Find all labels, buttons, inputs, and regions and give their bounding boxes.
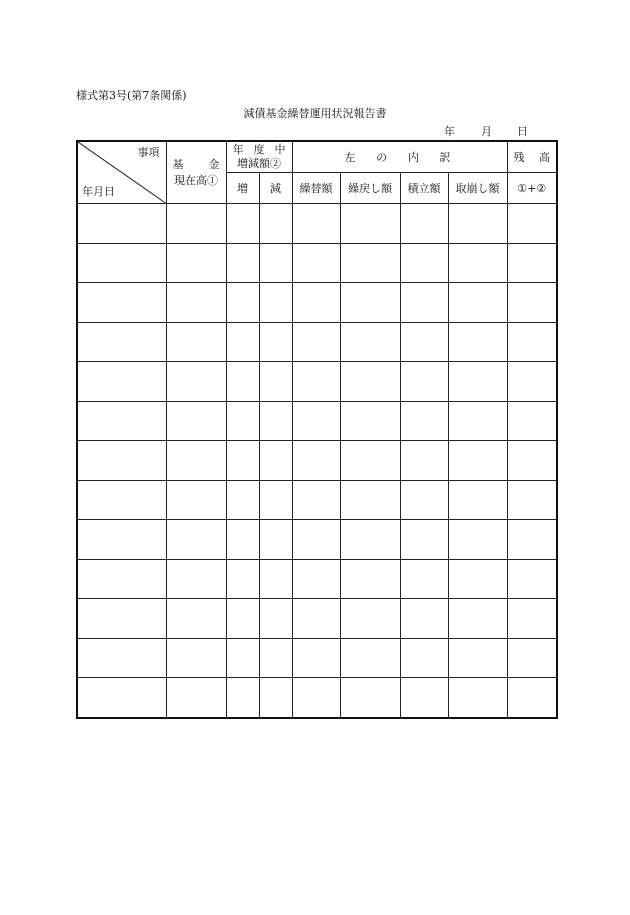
corner-diagonal-cell	[77, 141, 166, 204]
balance-label-a: 残	[513, 151, 525, 164]
cell-return[interactable]	[340, 638, 400, 678]
cell-fund-balance[interactable]	[166, 243, 226, 283]
header-transfer-amount: 繰替額	[292, 173, 340, 204]
cell-increase[interactable]	[226, 362, 259, 402]
header-increase: 増	[226, 173, 259, 204]
cell-withdrawal[interactable]	[448, 638, 507, 678]
cell-withdrawal[interactable]	[448, 322, 507, 362]
cell-balance[interactable]	[507, 204, 557, 244]
change-amount-label: 増減額②	[237, 157, 281, 170]
cell-fund-balance[interactable]	[166, 283, 226, 323]
cell-return[interactable]	[340, 322, 400, 362]
cell-withdrawal[interactable]	[448, 362, 507, 402]
table-row	[77, 480, 557, 520]
cell-balance[interactable]	[507, 441, 557, 481]
cell-reserve[interactable]	[400, 520, 448, 560]
fund-label-b: 金	[208, 157, 220, 171]
cell-return[interactable]	[340, 362, 400, 402]
cell-date[interactable]	[77, 322, 166, 362]
cell-transfer[interactable]	[292, 204, 340, 244]
cell-transfer[interactable]	[292, 441, 340, 481]
table-row	[77, 520, 557, 560]
cell-withdrawal[interactable]	[448, 520, 507, 560]
breakdown-char-c: 内	[407, 151, 419, 164]
date-month-label: 月	[481, 125, 492, 138]
cell-increase[interactable]	[226, 441, 259, 481]
header-fund-balance	[166, 141, 226, 204]
cell-return[interactable]	[340, 243, 400, 283]
cell-balance[interactable]	[507, 480, 557, 520]
cell-reserve[interactable]	[400, 638, 448, 678]
date-year-label: 年	[444, 125, 455, 138]
cell-decrease[interactable]	[259, 283, 292, 323]
date-day-label: 日	[517, 125, 528, 138]
cell-balance[interactable]	[507, 638, 557, 678]
cell-balance[interactable]	[507, 322, 557, 362]
cell-return[interactable]	[340, 283, 400, 323]
cell-return[interactable]	[340, 520, 400, 560]
cell-balance[interactable]	[507, 559, 557, 599]
table-row	[77, 362, 557, 402]
cell-increase[interactable]	[226, 480, 259, 520]
cell-increase[interactable]	[226, 322, 259, 362]
breakdown-char-a: 左	[344, 151, 356, 164]
cell-balance[interactable]	[507, 362, 557, 402]
cell-date[interactable]	[77, 599, 166, 639]
table-row	[77, 638, 557, 678]
cell-increase[interactable]	[226, 243, 259, 283]
breakdown-char-b: の	[376, 151, 388, 164]
cell-date[interactable]	[77, 559, 166, 599]
table-row	[77, 283, 557, 323]
cell-return[interactable]	[340, 441, 400, 481]
cell-return[interactable]	[340, 480, 400, 520]
cell-increase[interactable]	[226, 638, 259, 678]
table-row	[77, 243, 557, 283]
report-date-line	[440, 123, 530, 137]
cell-reserve[interactable]	[400, 243, 448, 283]
header-reserve-amount: 積立額	[400, 173, 448, 204]
document-title: 減債基金繰替運用状況報告書	[243, 107, 387, 120]
cell-increase[interactable]	[226, 599, 259, 639]
cell-date[interactable]	[77, 283, 166, 323]
cell-fund-balance[interactable]	[166, 599, 226, 639]
fund-label-a: 基	[172, 157, 184, 171]
report-table	[76, 140, 558, 719]
cell-fund-balance[interactable]	[166, 401, 226, 441]
cell-fund-balance[interactable]	[166, 480, 226, 520]
cell-reserve[interactable]	[400, 322, 448, 362]
cell-date[interactable]	[77, 480, 166, 520]
cell-increase[interactable]	[226, 204, 259, 244]
cell-balance[interactable]	[507, 283, 557, 323]
cell-reserve[interactable]	[400, 204, 448, 244]
cell-reserve[interactable]	[400, 401, 448, 441]
cell-transfer[interactable]	[292, 520, 340, 560]
breakdown-char-d: 訳	[439, 151, 451, 164]
cell-decrease[interactable]	[259, 401, 292, 441]
cell-decrease[interactable]	[259, 243, 292, 283]
cell-decrease[interactable]	[259, 322, 292, 362]
cell-increase[interactable]	[226, 678, 259, 718]
cell-fund-balance[interactable]	[166, 322, 226, 362]
cell-decrease[interactable]	[259, 520, 292, 560]
cell-withdrawal[interactable]	[448, 204, 507, 244]
header-decrease: 減	[259, 173, 292, 204]
cell-fund-balance[interactable]	[166, 520, 226, 560]
cell-transfer[interactable]	[292, 322, 340, 362]
cell-withdrawal[interactable]	[448, 599, 507, 639]
cell-transfer[interactable]	[292, 401, 340, 441]
cell-decrease[interactable]	[259, 441, 292, 481]
cell-reserve[interactable]	[400, 441, 448, 481]
cell-date[interactable]	[77, 520, 166, 560]
cell-increase[interactable]	[226, 520, 259, 560]
cell-fund-balance[interactable]	[166, 441, 226, 481]
cell-decrease[interactable]	[259, 480, 292, 520]
change-label-c: 中	[274, 143, 286, 156]
cell-reserve[interactable]	[400, 480, 448, 520]
cell-increase[interactable]	[226, 559, 259, 599]
table-row	[77, 441, 557, 481]
cell-date[interactable]	[77, 678, 166, 718]
cell-date[interactable]	[77, 638, 166, 678]
form-number-label: 様式第3号(第7条関係)	[76, 89, 187, 102]
cell-decrease[interactable]	[259, 678, 292, 718]
cell-decrease[interactable]	[259, 362, 292, 402]
header-breakdown	[292, 141, 507, 173]
change-label-b: 度	[253, 143, 265, 156]
cell-transfer[interactable]	[292, 243, 340, 283]
cell-fund-balance[interactable]	[166, 362, 226, 402]
cell-balance[interactable]	[507, 243, 557, 283]
header-withdrawal-amount: 取崩し額	[448, 173, 507, 204]
cell-return[interactable]	[340, 559, 400, 599]
cell-date[interactable]	[77, 441, 166, 481]
cell-withdrawal[interactable]	[448, 283, 507, 323]
cell-decrease[interactable]	[259, 638, 292, 678]
cell-return[interactable]	[340, 401, 400, 441]
cell-fund-balance[interactable]	[166, 559, 226, 599]
header-change-in-year	[226, 141, 292, 173]
cell-fund-balance[interactable]	[166, 678, 226, 718]
cell-withdrawal[interactable]	[448, 243, 507, 283]
cell-balance[interactable]	[507, 520, 557, 560]
table-row	[77, 401, 557, 441]
cell-reserve[interactable]	[400, 283, 448, 323]
cell-withdrawal[interactable]	[448, 559, 507, 599]
cell-withdrawal[interactable]	[448, 401, 507, 441]
cell-balance[interactable]	[507, 401, 557, 441]
corner-date-label: 年月日	[82, 185, 115, 198]
cell-increase[interactable]	[226, 283, 259, 323]
cell-decrease[interactable]	[259, 204, 292, 244]
cell-withdrawal[interactable]	[448, 678, 507, 718]
cell-transfer[interactable]	[292, 480, 340, 520]
cell-date[interactable]	[77, 204, 166, 244]
cell-fund-balance[interactable]	[166, 204, 226, 244]
cell-withdrawal[interactable]	[448, 441, 507, 481]
cell-reserve[interactable]	[400, 362, 448, 402]
header-return-amount: 繰戻し額	[340, 173, 400, 204]
cell-withdrawal[interactable]	[448, 480, 507, 520]
cell-fund-balance[interactable]	[166, 638, 226, 678]
cell-transfer[interactable]	[292, 599, 340, 639]
cell-date[interactable]	[77, 401, 166, 441]
cell-balance[interactable]	[507, 678, 557, 718]
cell-date[interactable]	[77, 362, 166, 402]
table-row	[77, 678, 557, 718]
cell-reserve[interactable]	[400, 599, 448, 639]
cell-return[interactable]	[340, 678, 400, 718]
change-label-a: 年	[232, 143, 244, 156]
table-row	[77, 322, 557, 362]
cell-balance[interactable]	[507, 599, 557, 639]
table-row	[77, 599, 557, 639]
fund-current-label: 現在高①	[174, 173, 218, 187]
header-balance	[507, 141, 557, 173]
table-row	[77, 559, 557, 599]
cell-transfer[interactable]	[292, 362, 340, 402]
cell-return[interactable]	[340, 204, 400, 244]
corner-item-label: 事項	[137, 146, 160, 159]
header-row-1	[77, 141, 557, 173]
cell-decrease[interactable]	[259, 599, 292, 639]
cell-decrease[interactable]	[259, 559, 292, 599]
cell-transfer[interactable]	[292, 678, 340, 718]
cell-transfer[interactable]	[292, 638, 340, 678]
cell-transfer[interactable]	[292, 283, 340, 323]
cell-transfer[interactable]	[292, 559, 340, 599]
cell-reserve[interactable]	[400, 678, 448, 718]
table-row	[77, 204, 557, 244]
cell-reserve[interactable]	[400, 559, 448, 599]
cell-return[interactable]	[340, 599, 400, 639]
header-balance-formula: ①+②	[507, 173, 557, 204]
cell-increase[interactable]	[226, 401, 259, 441]
balance-label-b: 高	[539, 151, 550, 164]
cell-date[interactable]	[77, 243, 166, 283]
